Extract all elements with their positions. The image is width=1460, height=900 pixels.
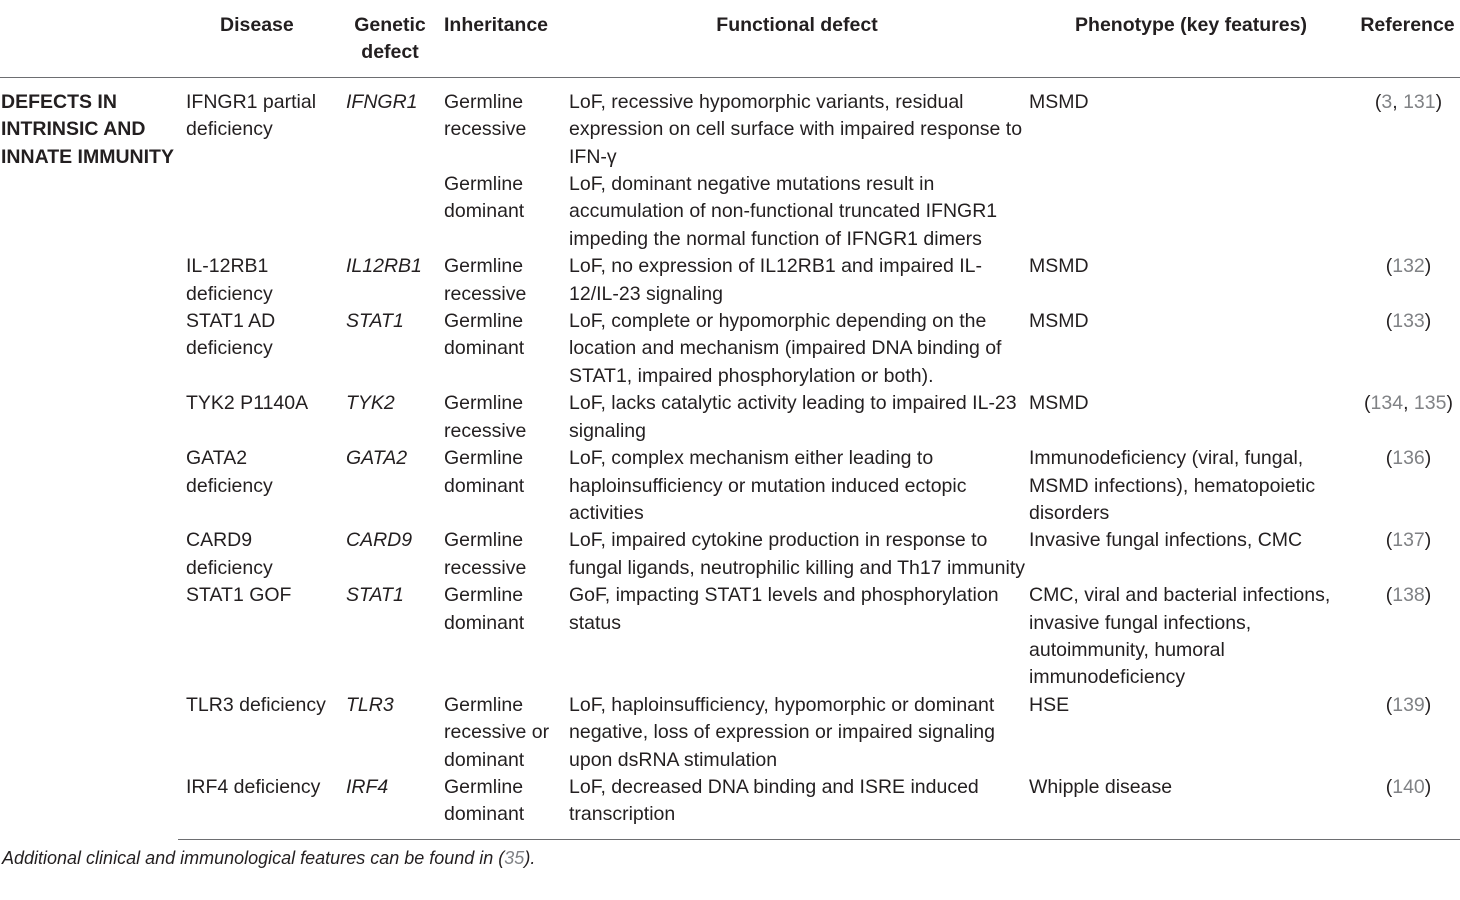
ref-open: ( — [1385, 775, 1393, 798]
reference-cell — [1355, 253, 1460, 308]
table-row — [0, 308, 1460, 390]
table-row — [0, 445, 1460, 527]
table-footnote — [0, 840, 1460, 870]
table-row — [0, 774, 1460, 839]
disease-cell: IL-12RB1 deficiency — [186, 255, 273, 305]
inheritance-cell: Germline recessive — [444, 392, 527, 442]
ref-number: 133 — [1392, 310, 1425, 333]
table-row — [0, 692, 1460, 774]
functional-defect-cell: LoF, complete or hypomorphic depending on the location and mechanism (impaired DNA binding of STAT1, impaired phosphorylation or both). — [569, 310, 1002, 387]
table-row — [0, 582, 1460, 692]
reference-cell — [1355, 445, 1460, 527]
inheritance-cell: Germline dominant — [444, 447, 525, 497]
footnote-end: ). — [524, 847, 536, 868]
gene-cell: TYK2 — [346, 392, 395, 415]
reference-cell — [1355, 527, 1460, 582]
functional-defect-cell: LoF, no expression of IL12RB1 and impaired IL-12/IL-23 signaling — [569, 255, 982, 305]
ref-close: ) — [1424, 447, 1432, 470]
table-row — [0, 77, 1460, 171]
functional-defect-cell: LoF, impaired cytokine production in response to fungal ligands, neutrophilic killing and Th17 immunity — [569, 529, 1025, 579]
disease-cell: GATA2 deficiency — [186, 447, 273, 497]
ref-open: ( — [1364, 392, 1371, 415]
disease-cell: STAT1 AD deficiency — [186, 310, 276, 360]
inheritance-cell: Germline dominant — [444, 310, 525, 360]
inheritance-cell: Germline recessive — [444, 529, 527, 579]
ref-number: 135 — [1413, 392, 1447, 415]
ref-close: ) — [1424, 255, 1432, 278]
functional-defect-cell: LoF, complex mechanism either leading to haploinsufficiency or mutation induced ectopic activities — [569, 447, 967, 524]
header-genetic-defect: Genetic defect — [338, 0, 442, 77]
phenotype-cell: MSMD — [1029, 90, 1089, 113]
gene-cell: IRF4 — [338, 774, 442, 839]
ref-number: 3 — [1381, 90, 1393, 113]
inheritance-cell: Germline recessive — [444, 90, 527, 141]
inheritance-cell: Germline recessive — [444, 255, 527, 305]
phenotype-cell: HSE — [1029, 693, 1070, 716]
disease-cell: IFNGR1 partial deficiency — [186, 90, 317, 141]
functional-defect-cell: LoF, lacks catalytic activity leading to impaired IL-23 signaling — [569, 392, 1017, 442]
header-reference: Reference — [1355, 0, 1460, 77]
ref-close: ) — [1424, 310, 1432, 333]
reference-cell — [1355, 77, 1460, 253]
ref-separator: , — [1392, 90, 1404, 113]
ref-close: ) — [1424, 775, 1432, 798]
ref-separator: , — [1403, 392, 1414, 415]
ref-open: ( — [1385, 693, 1393, 716]
gene-cell: CARD9 — [346, 529, 413, 552]
ref-close: ) — [1424, 584, 1432, 607]
phenotype-cell: Whipple disease — [1027, 774, 1355, 839]
ref-number: 134 — [1370, 392, 1404, 415]
ref-number: 131 — [1403, 90, 1436, 113]
header-inheritance: Inheritance — [442, 0, 567, 77]
disease-cell: STAT1 GOF — [186, 584, 292, 607]
reference-cell — [1355, 308, 1460, 390]
reference-cell — [1355, 390, 1460, 445]
header-functional-defect: Functional defect — [567, 0, 1027, 77]
functional-defect-cell: LoF, dominant negative mutations result in accumulation of non-functional truncated IFNGR1 impeding the normal function of IFNGR1 dimers — [569, 173, 998, 250]
gene-cell: IFNGR1 — [346, 90, 418, 113]
ref-open: ( — [1385, 529, 1393, 552]
gene-cell: TLR3 — [346, 693, 394, 716]
category-label: DEFECTS IN INTRINSIC AND INNATE IMMUNITY — [1, 90, 174, 168]
table-row — [0, 527, 1460, 582]
inheritance-cell: Germline recessive or dominant — [444, 693, 550, 771]
disease-cell: CARD9 deficiency — [186, 529, 273, 579]
table-header-row — [0, 0, 1460, 77]
phenotype-cell: MSMD — [1029, 392, 1089, 415]
disease-cell: TYK2 P1140A — [186, 392, 309, 415]
table-row — [0, 253, 1460, 308]
gene-cell: STAT1 — [346, 310, 404, 333]
header-disease: Disease — [178, 0, 338, 77]
ref-number: 137 — [1392, 529, 1425, 552]
gene-cell: GATA2 — [346, 447, 408, 470]
footnote-ref-link[interactable]: 35 — [504, 847, 525, 868]
ref-close: ) — [1424, 693, 1432, 716]
inheritance-cell: Germline dominant — [444, 584, 525, 634]
gene-cell: STAT1 — [346, 584, 404, 607]
functional-defect-cell: GoF, impacting STAT1 levels and phosphorylation status — [569, 584, 999, 634]
reference-cell — [1355, 582, 1460, 692]
footnote-text: Additional clinical and immunological features can be found in ( — [2, 847, 505, 868]
gene-cell: IL12RB1 — [346, 255, 422, 278]
inheritance-cell: Germline dominant — [444, 173, 525, 223]
phenotype-cell: Invasive fungal infections, CMC — [1029, 529, 1303, 552]
ref-number: 139 — [1392, 693, 1425, 716]
ref-open: ( — [1374, 90, 1382, 113]
phenotype-cell: CMC, viral and bacterial infections, invasive fungal infections, autoimmunity, humoral immunodeficiency — [1029, 584, 1331, 689]
ref-close: ) — [1446, 392, 1453, 415]
phenotype-cell: Immunodeficiency (viral, fungal, MSMD infections), hematopoietic disorders — [1029, 447, 1316, 524]
ref-open: ( — [1385, 584, 1393, 607]
functional-defect-cell: LoF, haploinsufficiency, hypomorphic or dominant negative, loss of expression or impaired signaling upon dsRNA stimulation — [569, 693, 995, 771]
ref-open: ( — [1385, 255, 1393, 278]
reference-cell — [1355, 774, 1460, 839]
functional-defect-cell: LoF, recessive hypomorphic variants, residual expression on cell surface with impaired response to IFN-γ — [569, 90, 1023, 168]
inheritance-cell: Germline dominant — [442, 774, 567, 839]
phenotype-cell: MSMD — [1029, 255, 1089, 278]
table-row — [0, 390, 1460, 445]
ref-open: ( — [1385, 447, 1393, 470]
reference-cell — [1355, 692, 1460, 774]
ref-number: 138 — [1392, 584, 1425, 607]
header-category — [0, 0, 178, 77]
ref-close: ) — [1435, 90, 1443, 113]
ref-open: ( — [1385, 310, 1393, 333]
phenotype-cell: MSMD — [1029, 310, 1089, 333]
ref-number: 140 — [1392, 775, 1425, 798]
header-phenotype: Phenotype (key features) — [1027, 0, 1355, 77]
functional-defect-cell: LoF, decreased DNA binding and ISRE induced transcription — [567, 774, 1027, 839]
ref-close: ) — [1424, 529, 1432, 552]
disease-cell: TLR3 deficiency — [186, 693, 326, 716]
disease-cell: IRF4 deficiency — [178, 774, 338, 839]
ref-number: 136 — [1392, 447, 1425, 470]
ref-number: 132 — [1392, 255, 1425, 278]
